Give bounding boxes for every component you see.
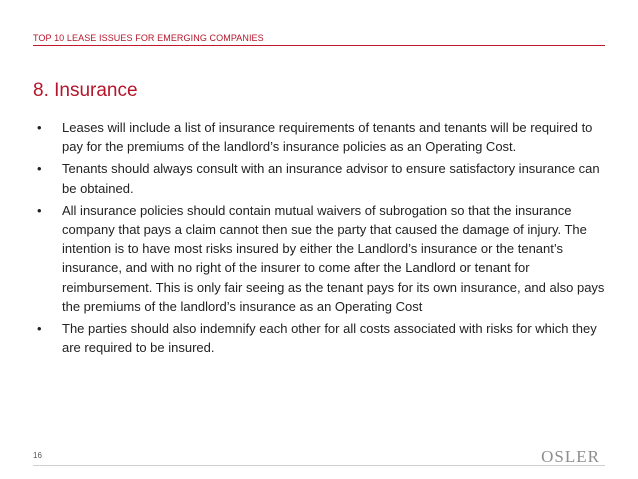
bullet-item xyxy=(37,159,609,197)
bullet-text: The parties should also indemnify each other for all costs associated with risks for which they are required to be insured. xyxy=(62,321,597,356)
osler-logo: OSLER xyxy=(541,447,600,466)
bullet-item xyxy=(37,201,609,316)
bullet-icon: • xyxy=(37,120,42,135)
bullet-icon: • xyxy=(37,161,42,177)
footer-divider xyxy=(33,465,605,466)
bullet-text: All insurance policies should contain mutual waivers of subrogation so that the insurance company that pays a claim cannot then sue the party that caused the damage of injury. The intention is to have most risks insured by either the Landlord’s insurance or the tenant’s insurance, and with no right of the insurer to come after the Landlord or tenant for reimbursement. This is only fair seeing as the tenant pays for its own insurance, and also pays the premiums of the landlord’s insurance as an Operating Cost xyxy=(62,202,605,314)
bullet-item xyxy=(37,118,609,156)
bullet-item xyxy=(37,319,609,357)
bullet-text: Leases will include a list of insurance requirements of tenants and tenants will be required to pay for the premiums of the landlord’s insurance policies as an Operating Cost. xyxy=(62,120,593,155)
bullet-icon: • xyxy=(37,202,42,218)
page-number: 16 xyxy=(33,451,42,460)
bullet-list xyxy=(37,118,609,360)
header-divider xyxy=(33,45,605,46)
slide-title: 8. Insurance xyxy=(33,80,138,101)
header-label: TOP 10 LEASE ISSUES FOR EMERGING COMPANIES xyxy=(33,33,264,43)
bullet-text: Tenants should always consult with an insurance advisor to ensure satisfactory insurance can be obtained. xyxy=(62,161,600,196)
bullet-icon: • xyxy=(37,321,42,337)
